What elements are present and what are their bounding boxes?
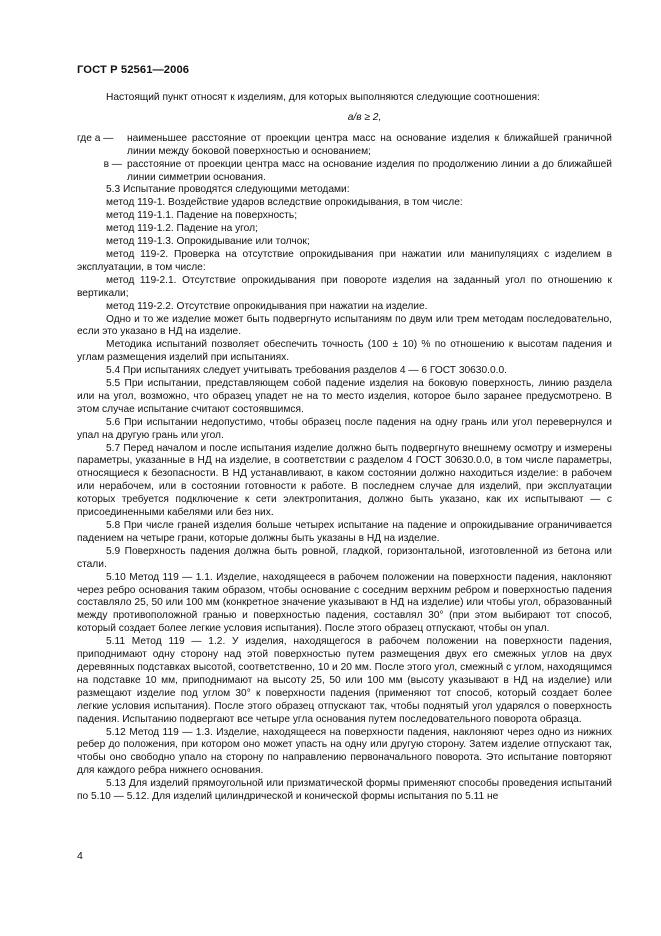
- paragraph: метод 119-2.2. Отсутствие опрокидывания при нажатии на изделие.: [106, 300, 428, 312]
- definition-1: [77, 133, 612, 159]
- paragraph: 5.5 При испытании, представляющем собой падение изделия на боковую поверхность, линию раздела или на угол, возможно, что образец упадет не на то место изделия, которое было заранее предусмотрено. В этом случае испытание считают состоявшимся.: [77, 378, 612, 415]
- paragraph: 5.13 Для изделий прямоугольной или призматической формы применяют способы проведения испытаний по 5.10 — 5.12. Для изделий цилиндрической и конической формы испытания по 5.11 не: [77, 778, 612, 803]
- paragraph: метод 119-2.1. Отсутствие опрокидывания при повороте изделия на заданный угол по отношению к вертикали;: [77, 274, 612, 299]
- paragraph: 5.12 Метод 119 — 1.3. Изделие, находящееся на поверхности падения, наклоняют через одно из нижних ребер до положения, при котором оно может упасть на одну или другую сторону. Затем изделие отпускают так, чтобы оно свободно упало на сторону по направлению первоначального поворота. Это испытание повторяют для каждого ребра нижнего основания.: [77, 726, 612, 777]
- paragraph: 5.8 При числе граней изделия больше четырех испытание на падение и опрокидывание ограничивается падением на четыре грани, которые должны быть указаны в НД на изделие.: [77, 520, 612, 544]
- paragraph: 5.3 Испытание проводятся следующими методами:: [106, 184, 350, 196]
- definition-text: наименьшее расстояние от проекции центра масс на основание изделия к ближайшей граничной линии между боковой поверхностью и основанием;: [127, 132, 612, 157]
- document-body: [77, 92, 612, 804]
- paragraph: 5.11 Метод 119 — 1.2. У изделия, находящегося в рабочем положении на поверхности падения, приподнимают одну сторону над этой поверхностью путем размещения двух его смежных углов на двух деревянных подставках высотой, соответственно, 10 и 20 мм. После этого угол, смежный с углом, находящимся на подставке 10 мм, приподнимают на высоту 25, 50 или 100 мм (высоту указывают в НД на изделие) или размещают изделие под углом 30° к поверхности падения (применяют тот способ, который создает более легкие условия испытания). После этого образец отпускают так, чтобы поднятый угол ударялся о поверхность падения. Испытанию подвергают все четыре угла основания путем последовательного поворота образца.: [77, 636, 612, 725]
- paragraph: 5.4 При испытаниях следует учитывать требования разделов 4 — 6 ГОСТ 30630.0.0.: [106, 365, 507, 377]
- intro-paragraph: Настоящий пункт относят к изделиям, для которых выполняются следующие соотношения:: [106, 92, 540, 103]
- paragraph: Методика испытаний позволяет обеспечить точность (100 ± 10) % по отношению к высотам падения и углам размещения изделий при испытаниях.: [77, 339, 612, 364]
- definition-text: расстояние от проекции центра масс на основание изделия по продолжению линии а до ближайшей линии симметрии основания.: [127, 158, 612, 183]
- paragraph: метод 119-1.1. Падение на поверхность;: [106, 210, 298, 222]
- paragraph: метод 119-1.2. Падение на угол;: [106, 223, 258, 235]
- paragraph: 5.7 Перед началом и после испытания изделие должно быть подвергнуто внешнему осмотру и измерены параметры, указанные в НД на изделие, в соответствии с разделом 4 ГОСТ 30630.0.0, в том числе параметры, относящиеся к безопасности. В НД устанавливают, в каком состоянии должно находиться изделие: в рабочем или нерабочем, или в состоянии готовности к работе. В последнем случае для изделий, при эксплуатации которых требуется подключение к сети электропитания, должно быть указано, как их испытывают — с присоединенными кабелями или без них.: [77, 442, 612, 519]
- document-header: ГОСТ Р 52561—2006: [77, 64, 190, 76]
- definition-2: [77, 159, 612, 185]
- definition-term: в —: [103, 158, 122, 170]
- page-number: 4: [77, 850, 83, 862]
- paragraph: метод 119-1.3. Опрокидывание или толчок;: [106, 236, 310, 248]
- paragraph: 5.10 Метод 119 — 1.1. Изделие, находящееся в рабочем положении на поверхности падения, наклоняют через ребро основания таким образом, чтобы основание с соседним верхним ребром и поверхностью падения составляло 25, 50 или 100 мм (конкретное значение указывают в НД на изделие) или чтобы угол, образованный между противоположной гранью и поверхностью падения, составлял 30° (при этом выбирают тот способ, который создает более легкие условия испытания). После этого образец отпускают, чтобы он упал.: [77, 571, 612, 635]
- paragraph: 5.9 Поверхность падения должна быть ровной, гладкой, горизонтальной, изготовленной из бетона или стали.: [77, 545, 612, 570]
- definition-term: где а —: [77, 132, 114, 144]
- paragraph: Одно и то же изделие может быть подвергнуто испытаниям по двум или трем методам последовательно, если это указано в НД на изделие.: [77, 313, 612, 338]
- paragraph: метод 119-2. Проверка на отсутствие опрокидывания при нажатии или манипуляциях с изделием в эксплуатации, в том числе:: [77, 248, 612, 273]
- formula: a/в ≥ 2,: [347, 111, 382, 123]
- paragraph: метод 119-1. Воздействие ударов вследствие опрокидывания, в том числе:: [106, 197, 463, 209]
- paragraph: 5.6 При испытании недопустимо, чтобы образец после падения на одну грань или угол перевернулся и упал на другую грань или угол.: [77, 416, 612, 441]
